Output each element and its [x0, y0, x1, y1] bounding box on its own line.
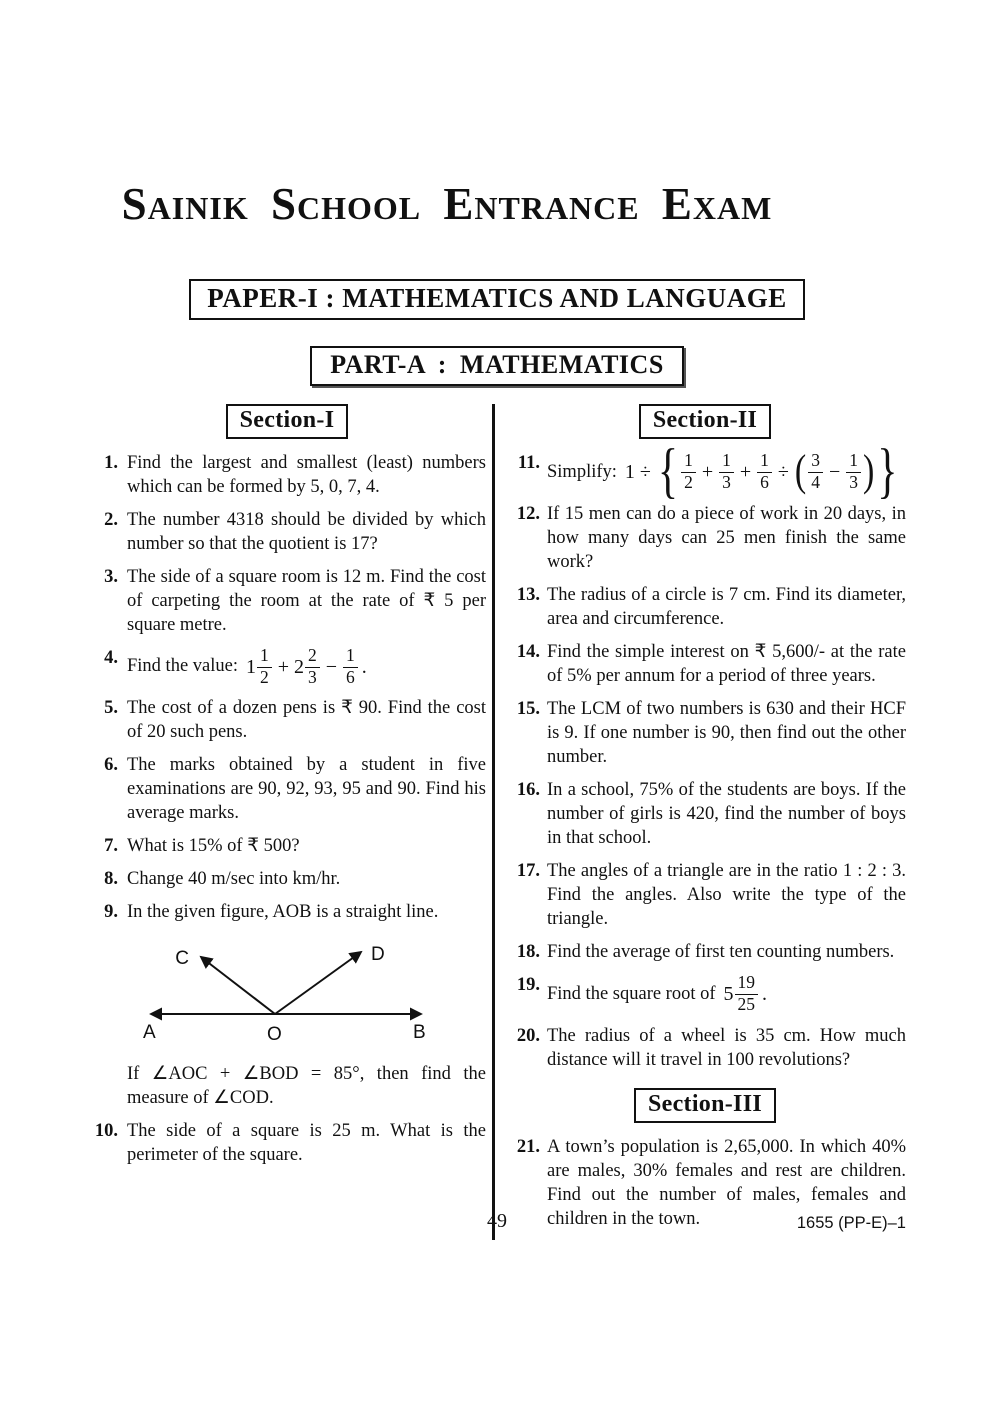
fraction: [343, 646, 358, 687]
whole-number: 1: [624, 460, 635, 483]
question-number: 20.: [516, 1025, 540, 1046]
math-line: [547, 438, 906, 505]
numerator: 2: [305, 646, 320, 668]
question-number: 2.: [104, 509, 118, 530]
left-column: [88, 404, 492, 1240]
part-heading: PART-A : MATHEMATICS: [310, 346, 684, 386]
whole-number: 2: [294, 655, 305, 678]
numerator: 1: [343, 646, 358, 668]
denominator: 25: [737, 993, 756, 1014]
denominator: 4: [811, 471, 820, 492]
question-text: The number 4318 should be divided by which number so that the quotient is 17?: [127, 509, 486, 554]
denominator: 3: [722, 471, 731, 492]
fraction: [305, 646, 320, 687]
question-number: 14.: [516, 641, 540, 662]
angle-figure-svg: [135, 934, 435, 1046]
question-number: 7.: [104, 836, 118, 857]
section-2-heading: Section-II: [639, 404, 771, 439]
question-number: 10.: [94, 1120, 118, 1141]
part-heading-row: [88, 320, 906, 386]
question-number: 17.: [516, 861, 540, 882]
operator: +: [701, 460, 714, 483]
section-3-heading: Section-III: [634, 1088, 776, 1123]
label-C: C: [175, 948, 189, 970]
question-prefix: Find the square root of: [547, 983, 716, 1004]
operator: ÷: [639, 460, 651, 483]
question-text: If 15 men can do a piece of work in 20 days, in how many days can 25 men finish the same work?: [547, 503, 906, 572]
label-A: A: [143, 1022, 156, 1044]
question-3: [88, 565, 486, 637]
math-expression: [246, 646, 367, 687]
question-text: [127, 646, 486, 687]
question-14: [504, 640, 906, 688]
paper-heading: PAPER-I : MATHEMATICS AND LANGUAGE: [189, 279, 805, 320]
ray-OC: [201, 957, 275, 1014]
question-text: The side of a square room is 12 m. Find the cost of carpeting the room at the rate of ₹ 5 per square metre.: [127, 566, 486, 635]
fraction: [257, 646, 272, 687]
question-text: Find the largest and smallest (least) numbers which can be formed by 5, 0, 7, 4.: [127, 452, 486, 497]
period: .: [361, 655, 367, 678]
fraction: [808, 451, 823, 492]
question-2: [88, 508, 486, 556]
question-text: The LCM of two numbers is 630 and their HCF is 9. If one number is 90, then find out the other number.: [547, 698, 906, 768]
operator: ÷: [777, 460, 789, 483]
fraction: [757, 451, 772, 492]
denominator: 6: [346, 666, 355, 687]
question-number: 13.: [516, 584, 540, 605]
section-2-row: [504, 404, 906, 439]
page-content: [88, 0, 906, 1240]
question-number: 3.: [104, 566, 118, 587]
question-number: 21.: [516, 1136, 540, 1157]
question-text: [547, 973, 906, 1014]
question-4: [88, 646, 486, 687]
operator: +: [277, 655, 290, 678]
math-line: [127, 646, 486, 687]
numerator: 1: [846, 451, 861, 473]
fraction: [846, 451, 861, 492]
question-number: 6.: [104, 755, 118, 776]
question-19: [504, 973, 906, 1014]
question-8: [88, 867, 486, 891]
question-number: 16.: [516, 780, 540, 801]
label-B: B: [413, 1022, 426, 1044]
two-column-layout: [88, 404, 906, 1240]
question-text: The marks obtained by a student in five examinations are 90, 92, 93, 95 and 90. Find his average marks.: [127, 755, 486, 824]
label-O: O: [267, 1024, 282, 1046]
question-number: 8.: [104, 869, 118, 890]
denominator: 3: [849, 471, 858, 492]
question-number: 1.: [104, 452, 118, 473]
numerator: 19: [735, 973, 759, 995]
right-brace-delimiter: }: [877, 438, 898, 505]
question-number: 12.: [516, 503, 540, 524]
question-number: 18.: [516, 942, 540, 963]
question-text: A town’s population is 2,65,000. In which 40% are males, 30% females and rest are children. Find out the number of males, females and children in the town.: [547, 1136, 906, 1229]
denominator: 2: [259, 666, 269, 687]
footer-code: 1655 (PP-E)–1: [796, 1214, 906, 1232]
ray-OD: [275, 952, 361, 1014]
geometry-figure: [135, 934, 486, 1053]
question-20: [504, 1024, 906, 1072]
question-text: Find the average of first ten counting numbers.: [547, 942, 895, 963]
label-D: D: [371, 944, 385, 966]
question-text: What is 15% of ₹ 500?: [127, 836, 300, 857]
question-text: The angles of a triangle are in the ratio 1 : 2 : 3. Find the angles. Also write the type of the triangle.: [547, 861, 906, 930]
right-column: [495, 404, 906, 1240]
denominator: 6: [760, 471, 769, 492]
numerator: 1: [681, 451, 696, 473]
whole-number: 1: [245, 655, 256, 678]
question-9: [88, 900, 486, 1109]
page-footer: [88, 1210, 906, 1242]
question-number: 11.: [517, 452, 540, 473]
page-number: 49: [487, 1210, 507, 1232]
denominator: 3: [308, 666, 317, 687]
question-10: [88, 1119, 486, 1167]
page-title: Sainik School Entrance Exam: [121, 179, 773, 229]
question-text: The radius of a wheel is 35 cm. How much distance will it travel in 100 revolutions?: [547, 1025, 906, 1070]
question-text-part1: In the given figure, AOB is a straight line.: [127, 902, 439, 923]
math-expression: [724, 973, 768, 1014]
numerator: 1: [757, 451, 772, 473]
question-5: [88, 696, 486, 744]
paper-heading-row: [88, 229, 906, 320]
question-text: [127, 900, 486, 1109]
question-18: [504, 940, 906, 964]
question-16: [504, 778, 906, 850]
question-prefix: Find the value:: [127, 656, 238, 677]
section-3-row: [504, 1088, 906, 1123]
question-text-part2: If ∠AOC + ∠BOD = 85°, then find the measure of ∠COD.: [127, 1063, 486, 1108]
question-number: 15.: [516, 698, 540, 719]
numerator: 1: [257, 646, 272, 668]
operator: −: [828, 460, 841, 483]
question-13: [504, 583, 906, 631]
question-15: [504, 697, 906, 769]
question-1: [88, 451, 486, 499]
numerator: 1: [719, 451, 734, 473]
section-1-heading: Section-I: [226, 404, 349, 439]
question-17: [504, 859, 906, 931]
fraction: [681, 451, 696, 492]
question-text: The side of a square is 25 m. What is the perimeter of the square.: [127, 1120, 486, 1165]
question-number: 4.: [104, 647, 118, 668]
whole-number: 5: [723, 982, 734, 1005]
left-brace-delimiter: {: [657, 438, 679, 505]
period: .: [762, 982, 768, 1005]
operator: −: [325, 655, 338, 678]
operator: +: [739, 460, 752, 483]
math-expression: [624, 438, 900, 505]
question-text: In a school, 75% of the students are boys. If the number of girls is 420, find the number of boys in that school.: [547, 780, 906, 849]
right-paren-delimiter: ): [862, 446, 875, 495]
question-text: The radius of a circle is 7 cm. Find its diameter, area and circumference.: [547, 584, 906, 629]
question-text: Change 40 m/sec into km/hr.: [127, 869, 341, 890]
denominator: 2: [684, 471, 693, 492]
fraction: [719, 451, 734, 492]
question-text: The cost of a dozen pens is ₹ 90. Find the cost of 20 such pens.: [127, 698, 486, 743]
math-line: [547, 973, 906, 1014]
question-6: [88, 753, 486, 825]
question-11: [504, 438, 906, 505]
question-number: 9.: [104, 902, 118, 923]
question-text: [547, 438, 906, 505]
question-7: [88, 834, 486, 858]
question-12: [504, 502, 906, 574]
question-number: 5.: [104, 698, 118, 719]
section-1-row: [88, 404, 486, 439]
question-prefix: Simplify:: [547, 461, 617, 482]
numerator: 3: [808, 451, 823, 473]
fraction: [735, 973, 759, 1014]
question-text: Find the simple interest on ₹ 5,600/- at the rate of 5% per annum for a period of three years.: [547, 641, 906, 686]
left-paren-delimiter: (: [794, 446, 807, 495]
question-number: 19.: [516, 975, 540, 996]
